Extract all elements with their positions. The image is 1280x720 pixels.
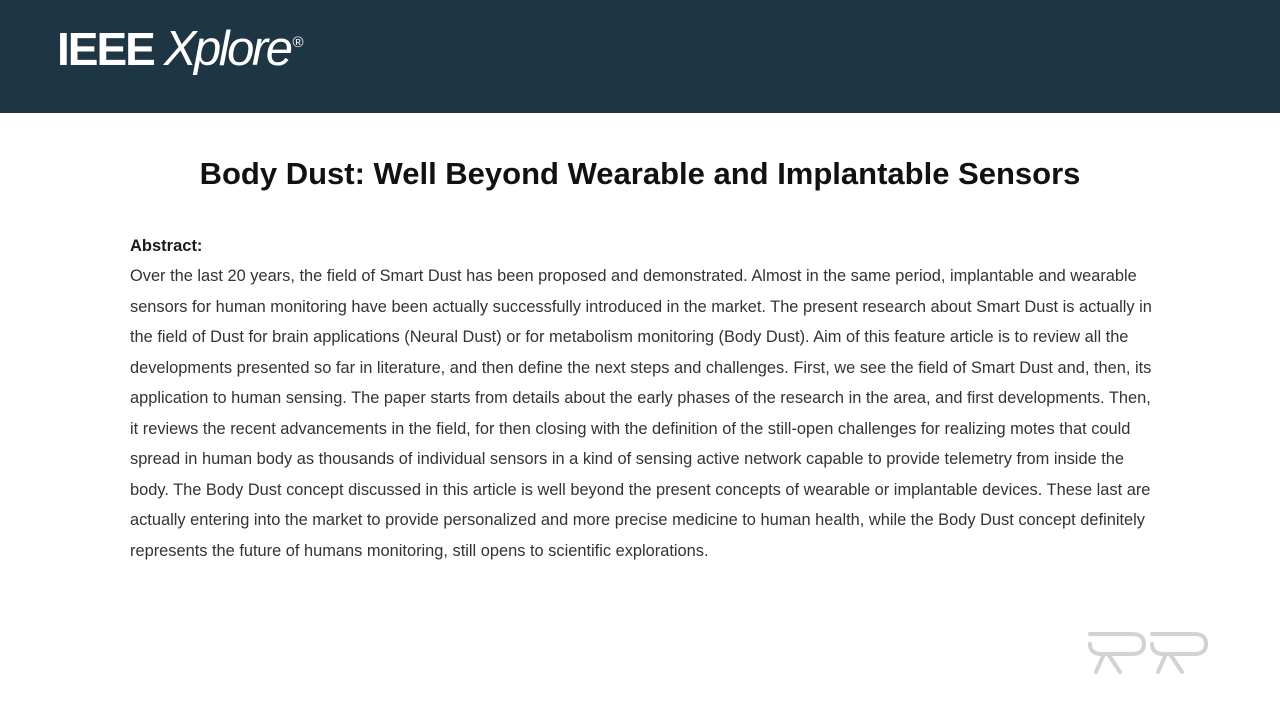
logo-product-text: Xplore (163, 22, 291, 76)
article-title: Body Dust: Well Beyond Wearable and Implantable Sensors (199, 156, 1081, 191)
registered-trademark: ® (292, 34, 304, 51)
abstract-text: Over the last 20 years, the field of Smart Dust has been proposed and demonstrated. Almost in the same period, implantable and wearable sensors for human monitoring have been actually successfully introduced in the market. The present research about Smart Dust is actually in the field of Dust for brain applications (Neural Dust) or for metabolism monitoring (Body Dust). Aim of this feature article is to review all the developments presented so far in literature, and then define the next steps and challenges. First, we see the field of Smart Dust and, then, its application to human sensing. The paper starts from details about the early phases of the research in the area, and first developments. Then, it reviews the recent advancements in the field, for then closing with the definition of the still-open challenges for realizing motes that could spread in human body as thousands of individual sensors in a kind of sensing active network capable to provide telemetry from inside the body. The Body Dust concept discussed in this article is well beyond the present concepts of wearable or implantable devices. These last are actually entering into the market to provide personalized and more precise medicine to human health, while the Body Dust concept definitely represents the future of humans monitoring, still opens to scientific explorations. (130, 267, 1152, 560)
logo-brand-text: IEEE (57, 23, 154, 75)
ieee-xplore-logo[interactable] (57, 22, 304, 86)
site-header (0, 0, 1280, 113)
abstract-label: Abstract: (130, 237, 203, 255)
channel-watermark-logo-icon (1086, 628, 1210, 678)
